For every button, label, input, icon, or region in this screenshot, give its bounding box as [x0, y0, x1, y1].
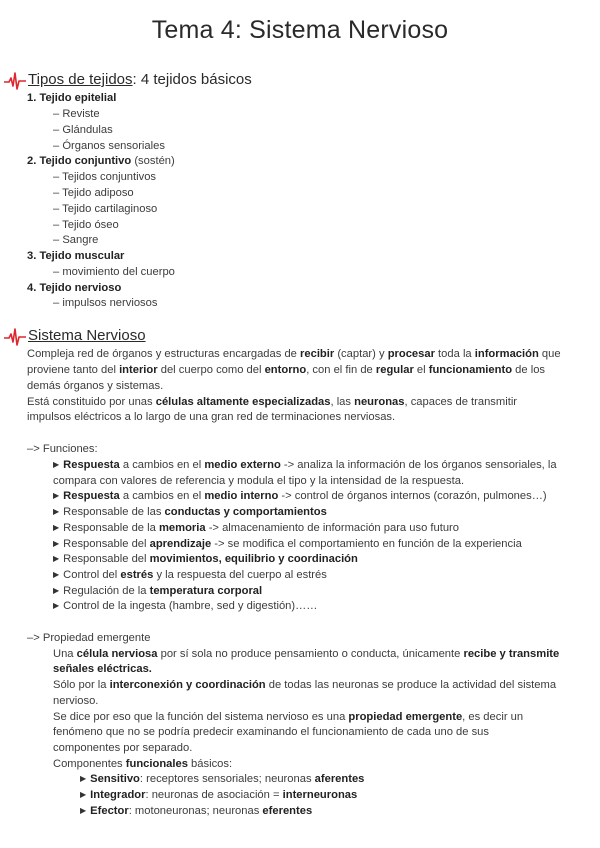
bullet-item: [53, 521, 459, 537]
text-span: Sólo por la: [53, 679, 110, 691]
list-subitem: – Tejido óseo: [53, 219, 119, 231]
paragraph-line: impulsos eléctricos a lo largo de una gran red de terminaciones nerviosas.: [27, 411, 396, 423]
list-subitem: – Sangre: [53, 234, 99, 246]
paragraph-line: [53, 662, 152, 678]
bold-text: medio externo: [204, 459, 281, 471]
section-heading-text: Sistema Nervioso: [28, 327, 146, 344]
text-span: : receptores sensoriales; neuronas: [139, 773, 315, 785]
bold-text: entorno: [264, 364, 307, 376]
bold-text: 4. Tejido nervioso: [27, 282, 122, 294]
page-title: Tema 4: Sistema Nervioso: [151, 16, 449, 44]
text-span: Una: [53, 648, 77, 660]
text-span: -> control de órganos internos (corazón, pulmones…): [278, 490, 547, 502]
bold-text: neuronas: [354, 396, 405, 408]
bold-text: aprendizaje: [149, 538, 212, 550]
text-span: Responsable del: [63, 553, 150, 565]
bold-text: memoria: [158, 522, 206, 534]
bold-text: temperatura corporal: [149, 585, 263, 597]
triangle-bullet-icon: ▶: [80, 806, 87, 815]
bold-text: procesar: [387, 348, 435, 360]
bold-text: Efector: [90, 805, 129, 817]
text-span: : neuronas de asociación =: [145, 789, 283, 801]
paragraph-line: demás órganos y sistemas.: [27, 380, 164, 392]
paragraph-line: [27, 363, 545, 379]
list-item: [27, 154, 175, 170]
bold-text: interconexión y coordinación: [109, 679, 266, 691]
text-span: básicos:: [187, 758, 233, 770]
bold-text: 1. Tejido epitelial: [27, 92, 117, 104]
list-subitem: – Tejido adiposo: [53, 187, 134, 199]
text-span: por sí sola no produce pensamiento o conducta, únicamente: [157, 648, 464, 660]
paragraph-line: [53, 710, 523, 726]
list-subitem: – Tejidos conjuntivos: [53, 171, 157, 183]
triangle-bullet-icon: ▶: [53, 460, 60, 469]
triangle-bullet-icon: ▶: [80, 790, 87, 799]
subsection-heading-funciones: –> Funciones:: [27, 443, 98, 455]
bold-text: recibe y transmite: [463, 648, 560, 660]
paragraph-line: [53, 678, 556, 694]
text-span: -> almacenamiento de información para uso futuro: [205, 522, 460, 534]
bold-text: movimientos, equilibrio y coordinación: [149, 553, 358, 565]
paragraph-line: [53, 647, 559, 663]
text-span: toda la: [434, 348, 475, 360]
text-span: (sostén): [131, 155, 175, 167]
bullet-item: [53, 505, 327, 521]
bold-text: células altamente especializadas: [155, 396, 331, 408]
bullet-item: [53, 537, 522, 553]
triangle-bullet-icon: ▶: [53, 491, 60, 500]
text-span: de los: [512, 364, 546, 376]
bullet-item: [53, 458, 557, 474]
bold-text: conductas y comportamientos: [164, 506, 327, 518]
text-span: , las: [330, 396, 355, 408]
section-heading-tipos-de-tejidos: [4, 71, 304, 91]
triangle-bullet-icon: ▶: [80, 774, 87, 783]
text-span: , con el fin de: [306, 364, 376, 376]
text-span: (captar) y: [334, 348, 388, 360]
text-span: , es decir un: [462, 711, 524, 723]
section-heading-sistema-nervioso: [4, 327, 224, 347]
text-span: Está constituido por unas: [27, 396, 156, 408]
bold-text: eferentes: [262, 805, 313, 817]
text-span: Responsable de la: [63, 522, 159, 534]
bullet-item: [53, 552, 358, 568]
text-span: a cambios en el: [119, 490, 205, 502]
subsection-heading-propiedad-emergente: –> Propiedad emergente: [27, 632, 151, 644]
text-span: , capaces de transmitir: [404, 396, 518, 408]
text-span: Se dice por eso que la función del sistema nervioso es una: [53, 711, 349, 723]
bullet-item-continuation: compara con valores de referencia y modula el tipo y la intensidad de la respuesta.: [53, 475, 465, 487]
bullet-item: [53, 584, 262, 600]
triangle-bullet-icon: ▶: [53, 601, 60, 610]
bold-text: recibir: [300, 348, 335, 360]
text-span: -> analiza la información de los órganos sensoriales, la: [280, 459, 557, 471]
bold-text: interior: [119, 364, 158, 376]
triangle-bullet-icon: ▶: [53, 570, 60, 579]
text-span: el: [413, 364, 429, 376]
list-subitem: – Glándulas: [53, 124, 113, 136]
bold-text: información: [474, 348, 539, 360]
paragraph-line: [27, 395, 517, 411]
list-subitem: – impulsos nerviosos: [53, 297, 158, 309]
bold-text: Respuesta: [63, 490, 120, 502]
bullet-item: [80, 788, 357, 804]
bold-text: estrés: [120, 569, 154, 581]
bold-text: célula nerviosa: [76, 648, 158, 660]
bold-text: 2. Tejido conjuntivo: [27, 155, 132, 167]
text-span: -> se modifica el comportamiento en función de la experiencia: [211, 538, 522, 550]
triangle-bullet-icon: ▶: [53, 523, 60, 532]
list-subitem: – Reviste: [53, 108, 100, 120]
bullet-item: [53, 599, 318, 615]
paragraph-line: fenómeno que no se podría predecir examinando el funcionamiento de cada uno de sus: [53, 726, 489, 738]
bullet-item: [53, 568, 327, 584]
list-item: [27, 281, 121, 297]
bold-text: regular: [375, 364, 414, 376]
section-heading-suffix: : 4 tejidos básicos: [132, 71, 252, 88]
section-heading-text: Tipos de tejidos: [28, 71, 133, 88]
text-span: Responsable de las: [63, 506, 165, 518]
bold-text: Respuesta: [63, 459, 120, 471]
text-span: que: [538, 348, 561, 360]
heartbeat-icon: [4, 72, 26, 90]
text-span: del cuerpo como del: [157, 364, 265, 376]
text-span: Componentes: [53, 758, 126, 770]
triangle-bullet-icon: ▶: [53, 554, 60, 563]
text-span: Responsable del: [63, 538, 150, 550]
bold-text: Integrador: [90, 789, 146, 801]
bold-text: funcionales: [125, 758, 188, 770]
triangle-bullet-icon: ▶: [53, 507, 60, 516]
list-item: [27, 91, 116, 107]
paragraph-line: [27, 347, 561, 363]
text-span: Regulación de la: [63, 585, 150, 597]
bold-text: propiedad emergente: [348, 711, 463, 723]
bold-text: interneuronas: [282, 789, 358, 801]
bold-text: 3. Tejido muscular: [27, 250, 125, 262]
bold-text: señales eléctricas.: [53, 663, 152, 675]
triangle-bullet-icon: ▶: [53, 539, 60, 548]
text-span: a cambios en el: [119, 459, 205, 471]
paragraph-line: componentes por separado.: [53, 742, 193, 754]
bullet-item: [53, 489, 547, 505]
heartbeat-icon: [4, 328, 26, 346]
text-span: Compleja red de órganos y estructuras encargadas de: [27, 348, 301, 360]
text-span: Control del: [63, 569, 121, 581]
bold-text: medio interno: [204, 490, 279, 502]
list-subitem: – Tejido cartilaginoso: [53, 203, 158, 215]
text-span: y la respuesta del cuerpo al estrés: [153, 569, 327, 581]
bullet-item: [80, 804, 312, 820]
bold-text: funcionamiento: [428, 364, 513, 376]
text-span: de todas las neuronas se produce la actividad del sistema: [265, 679, 557, 691]
text-span: proviene tanto del: [27, 364, 120, 376]
list-item: [27, 249, 124, 265]
bullet-item: [80, 772, 364, 788]
bold-text: aferentes: [314, 773, 365, 785]
triangle-bullet-icon: ▶: [53, 586, 60, 595]
text-span: Control de la ingesta (hambre, sed y digestión)……: [63, 600, 318, 612]
paragraph-line: nervioso.: [53, 695, 99, 707]
bold-text: Sensitivo: [90, 773, 140, 785]
list-subitem: – Órganos sensoriales: [53, 140, 165, 152]
list-subitem: – movimiento del cuerpo: [53, 266, 175, 278]
text-span: : motoneuronas; neuronas: [128, 805, 263, 817]
